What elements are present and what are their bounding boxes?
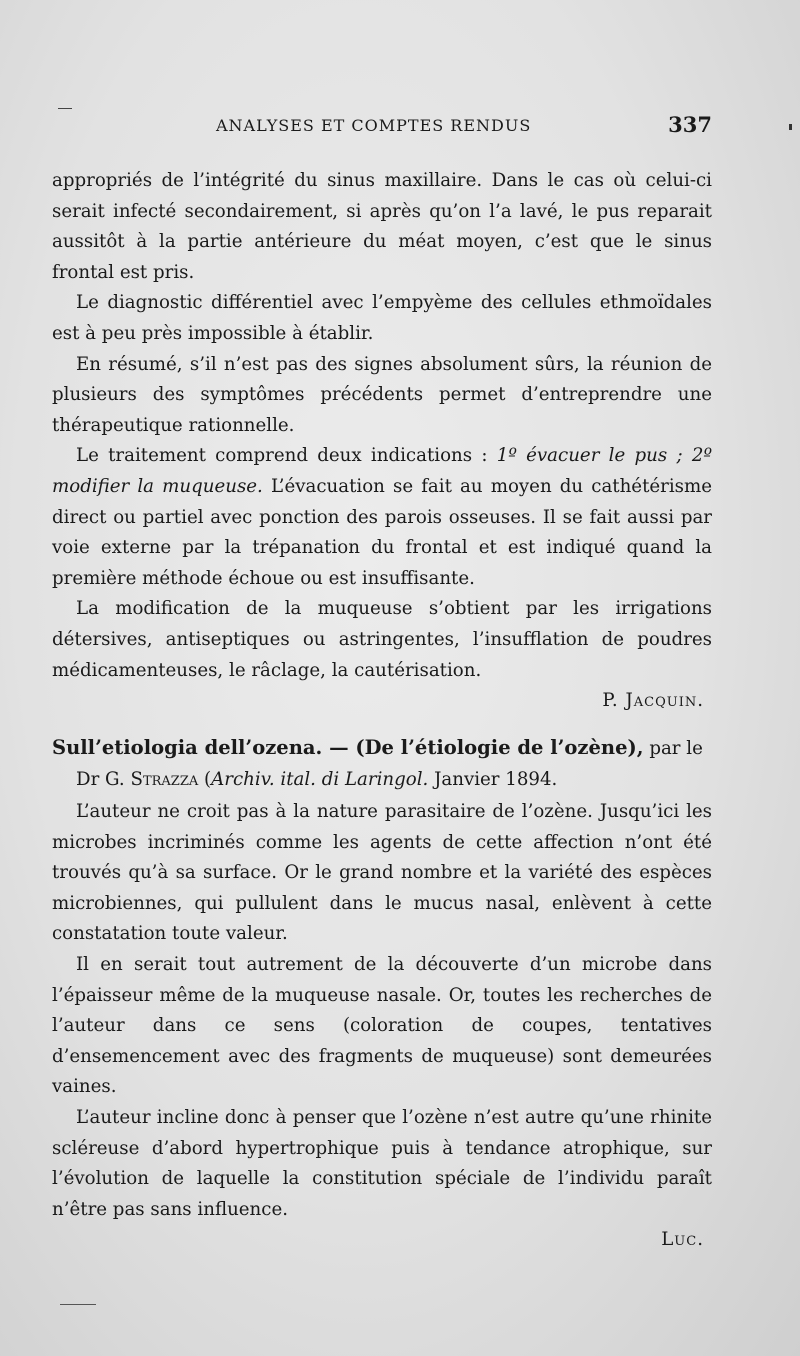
page-header	[52, 112, 712, 142]
paragraph-traitement	[52, 441, 712, 594]
paragraph-resume: En résumé, s’il n’est pas des signes absolument sûrs, la réunion de plusieurs des symptômes précédents permet d’entreprendre une thérapeutique rationnelle.	[52, 353, 712, 436]
page-content	[52, 166, 712, 1255]
byline-author: Strazza	[130, 769, 199, 791]
traitement-details: L’évacuation se fait au moyen du cathétérisme direct ou partiel avec ponction des parois osseuses. Il se fait aussi par voie externe par la trépanation du frontal et est indiqué quand la première méthode échoue ou est insuffisante.	[52, 475, 712, 589]
paragraph-continued: appropriés de l’intégrité du sinus maxillaire. Dans le cas où celui-ci serait infecté secondairement, si après qu’on l’a lavé, le pus reparait aussitôt à la partie antérieure du méat moyen, c’est que le sinus frontal est pris.	[52, 170, 712, 283]
margin-bullet	[789, 124, 792, 130]
article-title: Sull’etiologia dell’ozena. — (De l’étiologie de l’ozène),	[52, 736, 644, 760]
article-paragraph-1: L’auteur ne croit pas à la nature parasitaire de l’ozène. Jusqu’ici les microbes incriminés comme les agents de cette affection n’ont été trouvés qu’à sa surface. Or le grand nombre et la variété des espèces microbiennes, qui pullulent dans le mucus nasal, enlèvent à cette constatation toute valeur.	[52, 801, 712, 945]
paragraph-diagnostic: Le diagnostic différentiel avec l’empyème des cellules ethmoïdales est à peu près impossible à établir.	[52, 292, 712, 344]
paragraph-modification: La modification de la muqueuse s’obtient par les irrigations détersives, antiseptiques ou astringentes, l’insufflation de poudres médicamenteuses, le râclage, la cautérisation.	[52, 598, 712, 681]
margin-mark	[58, 108, 72, 109]
article-paragraph-2: Il en serait tout autrement de la découverte d’un microbe dans l’épaisseur même de la muqueuse nasale. Or, toutes les recherches de l’auteur dans ce sens (coloration de coupes, tentatives d’ensemencement avec des fragments de muqueuse) sont demeurées vaines.	[52, 954, 712, 1098]
byline-prefix: par le Dr G.	[76, 738, 703, 791]
page-number: 337	[668, 112, 712, 137]
byline-journal: Archiv. ital. di Laringol.	[211, 769, 429, 791]
byline-paren: (	[198, 769, 212, 791]
signature-jacquin: P. Jacquin.	[602, 690, 704, 712]
signature-luc: Luc.	[661, 1229, 704, 1251]
traitement-indications: 1º évacuer le pus ; 2º modifier la muqueuse.	[52, 445, 713, 497]
byline-date: Janvier 1894.	[428, 769, 558, 791]
article-paragraph-3: L’auteur incline donc à penser que l’ozène n’est autre qu’une rhinite scléreuse d’abord hypertrophique puis à tendance atrophique, sur l’évolution de laquelle la constitution spéciale de l’individu paraît n’être pas sans influence.	[52, 1107, 712, 1220]
traitement-intro: Le traitement comprend deux indications :	[76, 445, 497, 467]
running-head: ANALYSES ET COMPTES RENDUS	[216, 116, 532, 135]
article-heading	[52, 732, 712, 795]
footer-rule	[60, 1304, 96, 1305]
